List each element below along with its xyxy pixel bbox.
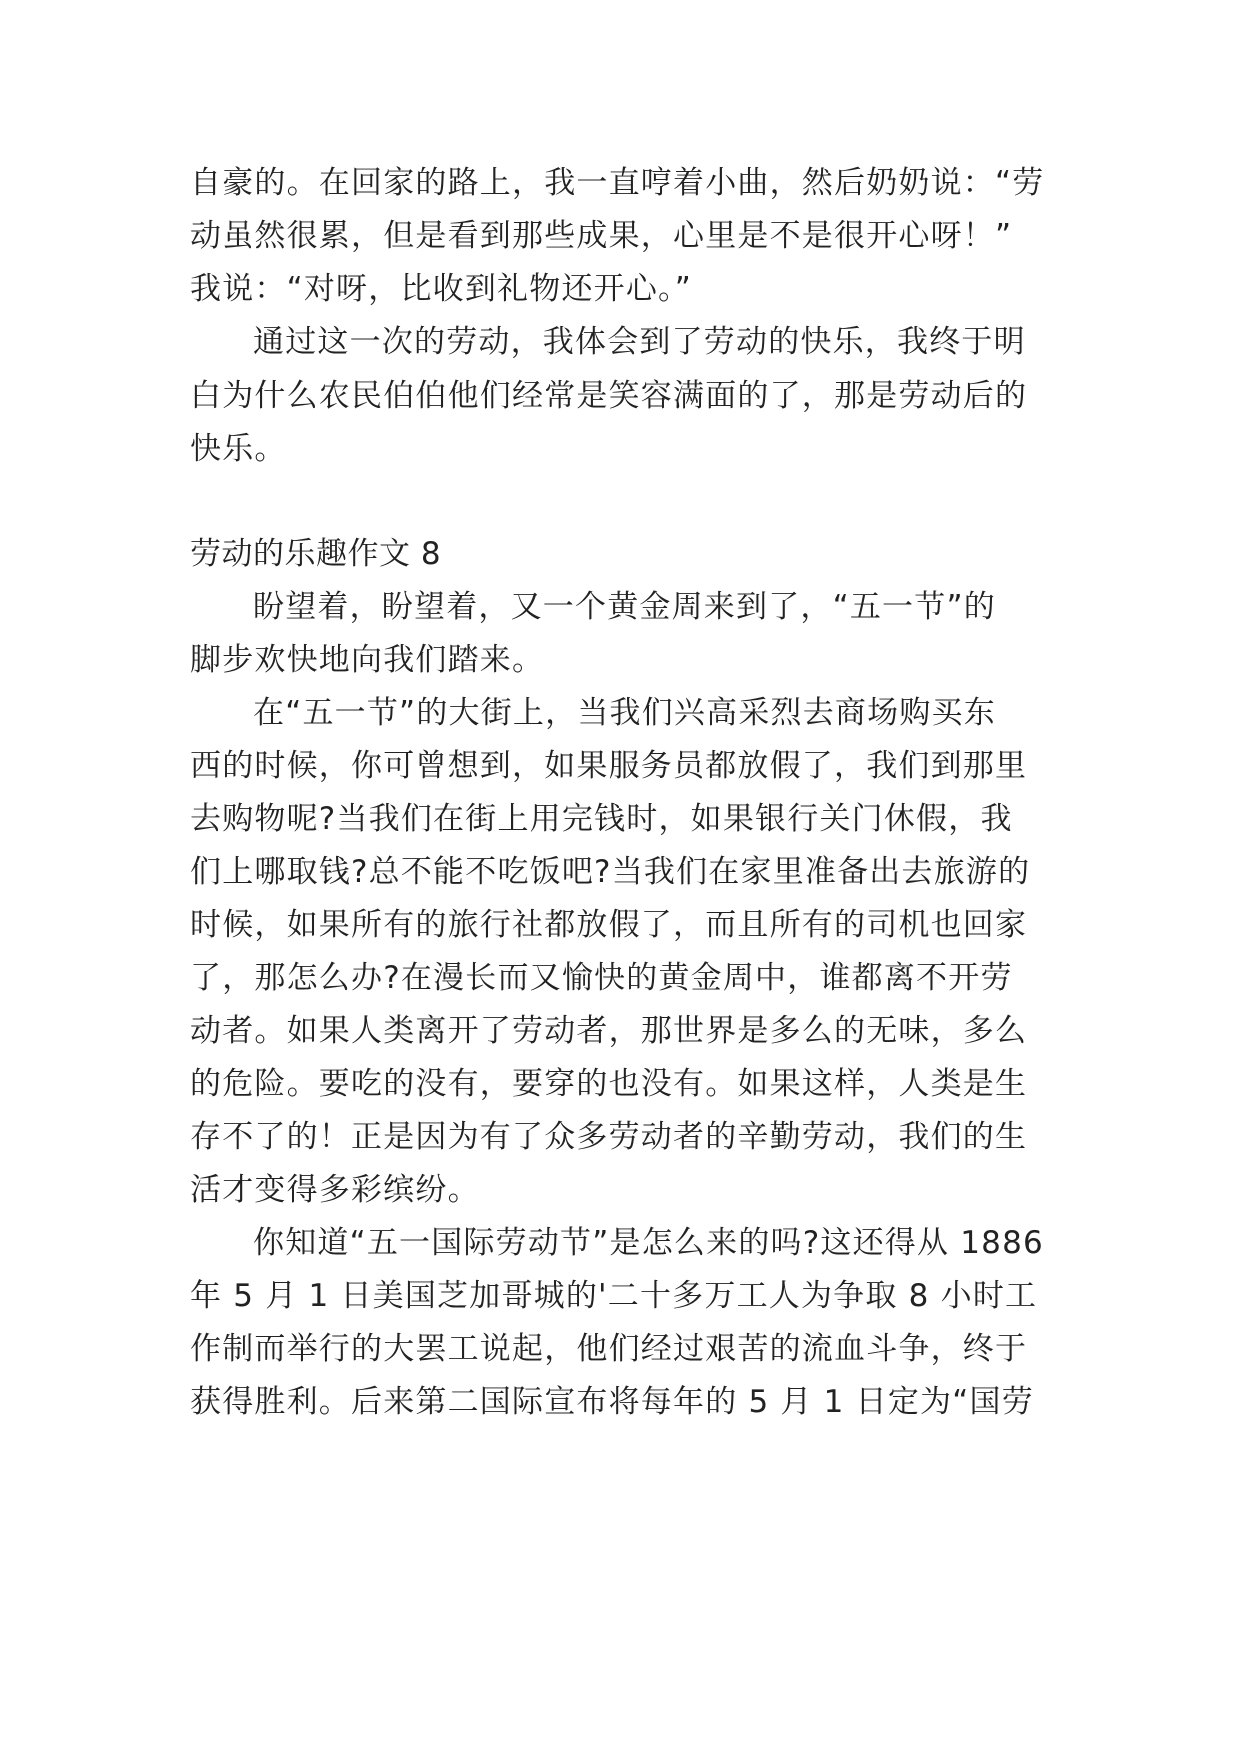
paragraph-line: 你知道“五一国际劳动节”是怎么来的吗?这还得从 1886 — [253, 1225, 1044, 1261]
paragraph-line: 自豪的。在回家的路上，我一直哼着小曲，然后奶奶说：“劳 — [190, 165, 1045, 201]
paragraph-line: 动虽然很累，但是看到那些成果，心里是不是很开心呀！” — [190, 218, 1013, 254]
paragraph-line: 活才变得多彩缤纷。 — [190, 1172, 480, 1208]
paragraph-line: 脚步欢快地向我们踏来。 — [190, 642, 545, 678]
paragraph-line: 时候，如果所有的旅行社都放假了，而且所有的司机也回家 — [190, 907, 1028, 943]
paragraph-line: 快乐。 — [190, 431, 287, 467]
paragraph-line: 去购物呢?当我们在街上用完钱时，如果银行关门休假，我 — [190, 801, 1013, 837]
paragraph-line: 动者。如果人类离开了劳动者，那世界是多么的无味，多么 — [190, 1013, 1028, 1049]
paragraph-line: 在“五一节”的大街上，当我们兴高采烈去商场购买东 — [253, 695, 996, 731]
paragraph-line: 作制而举行的大罢工说起，他们经过艰苦的流血斗争，终于 — [190, 1331, 1028, 1367]
paragraph-line: 了，那怎么办?在漫长而又愉快的黄金周中，谁都离不开劳 — [190, 960, 1013, 996]
paragraph-line: 盼望着，盼望着，又一个黄金周来到了，“五一节”的 — [253, 589, 996, 625]
paragraph-line: 获得胜利。后来第二国际宣布将每年的 5 月 1 日定为“国劳 — [190, 1384, 1034, 1420]
paragraph-line: 存不了的！正是因为有了众多劳动者的辛勤劳动，我们的生 — [190, 1119, 1028, 1155]
paragraph-line: 们上哪取钱?总不能不吃饭吧?当我们在家里准备出去旅游的 — [190, 854, 1031, 890]
paragraph-line: 通过这一次的劳动，我体会到了劳动的快乐，我终于明 — [253, 324, 1026, 360]
paragraph-line: 我说：“对呀，比收到礼物还开心。” — [190, 271, 693, 307]
paragraph-line: 白为什么农民伯伯他们经常是笑容满面的了，那是劳动后的 — [190, 378, 1028, 414]
section-heading: 劳动的乐趣作文 8 — [190, 536, 442, 572]
paragraph-line: 西的时候，你可曾想到，如果服务员都放假了，我们到那里 — [190, 748, 1028, 784]
paragraph-line: 的危险。要吃的没有，要穿的也没有。如果这样，人类是生 — [190, 1066, 1028, 1102]
paragraph-line: 年 5 月 1 日美国芝加哥城的'二十多万工人为争取 8 小时工 — [190, 1278, 1038, 1314]
